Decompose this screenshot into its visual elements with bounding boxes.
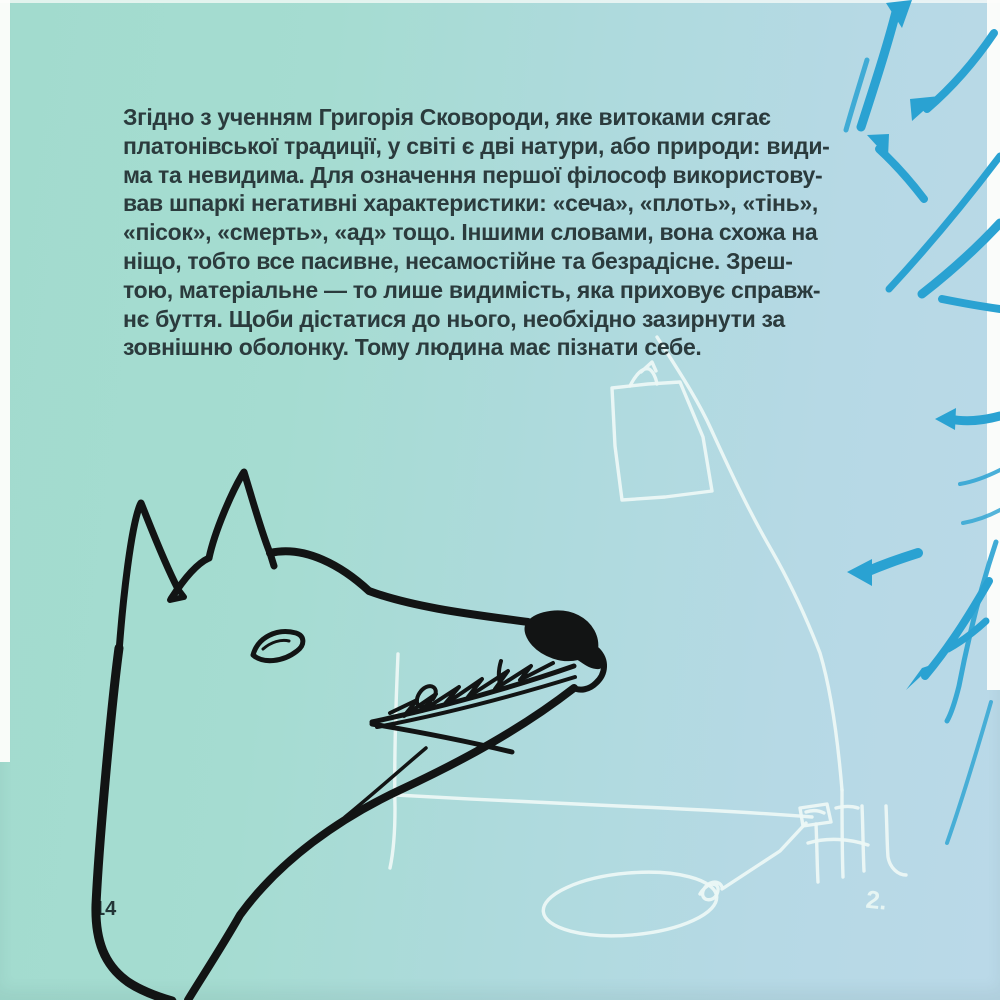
fox-right-ear	[209, 472, 274, 566]
white-vertical-line	[390, 654, 398, 868]
body-text-line: ніщо, тобто все пасивне, несамостійне та безрадісне. Зреш-	[123, 247, 793, 274]
white-bag-doodle	[612, 382, 712, 500]
fox-mouth-upper-line	[372, 666, 574, 722]
white-doodles-illustration	[390, 337, 906, 942]
fox-head-sketch	[96, 472, 604, 1000]
fox-neck-line	[188, 688, 574, 1000]
body-text-line: платонівської традиції, у світі є дві натури, або природи: види-	[123, 132, 830, 159]
fox-jaw-return-line	[372, 724, 512, 752]
fox-muzzle-scribble	[390, 661, 553, 716]
body-text	[123, 103, 830, 362]
page-edge-right	[987, 0, 1000, 690]
body-text-line: нє буття. Щоби дістатися до нього, необхідно зазирнути за	[123, 305, 785, 332]
fox-jowl-line	[574, 650, 604, 690]
fox-mouth-lower-line	[377, 677, 575, 727]
fox-nose	[526, 611, 604, 668]
blue-sun-rays-illustration	[846, 0, 1000, 843]
body-text-line: ма та невидима. Для означення першої філософ використову-	[123, 161, 823, 188]
white-number-doodle: 2.	[864, 885, 889, 916]
fox-left-ear	[119, 503, 178, 652]
page-number: 14	[94, 898, 117, 920]
white-bag-handle	[630, 362, 657, 386]
body-text-line: тою, матеріальне — то лише видимість, яка приховує справж-	[123, 276, 821, 303]
fox-eye	[253, 632, 303, 661]
body-text-line: «пісок», «смерть», «ад» тощо. Іншими словами, вона схожа на	[123, 219, 818, 246]
fox-head-top-line	[171, 558, 209, 599]
body-text-line: Згідно з ученням Григорія Сковороди, яке витоками сягає	[123, 104, 771, 130]
white-fish-doodle	[541, 866, 720, 943]
white-horizontal-line	[396, 795, 812, 817]
white-chair-doodle	[800, 790, 906, 882]
white-knot-line	[722, 823, 806, 889]
body-text-line: зовнішню оболонку. Тому людина має пізнати себе.	[123, 334, 702, 361]
body-text-line: вав шпаркі негативні характеристики: «сеча», «плоть», «тінь»,	[123, 190, 819, 217]
white-thread-curve	[657, 337, 842, 790]
white-knot-doodle	[700, 882, 722, 900]
page-edge-left	[0, 0, 10, 762]
page-edge-top	[0, 0, 1000, 3]
fox-left-face-line	[96, 648, 172, 1000]
fox-snout-top-line	[270, 551, 528, 622]
